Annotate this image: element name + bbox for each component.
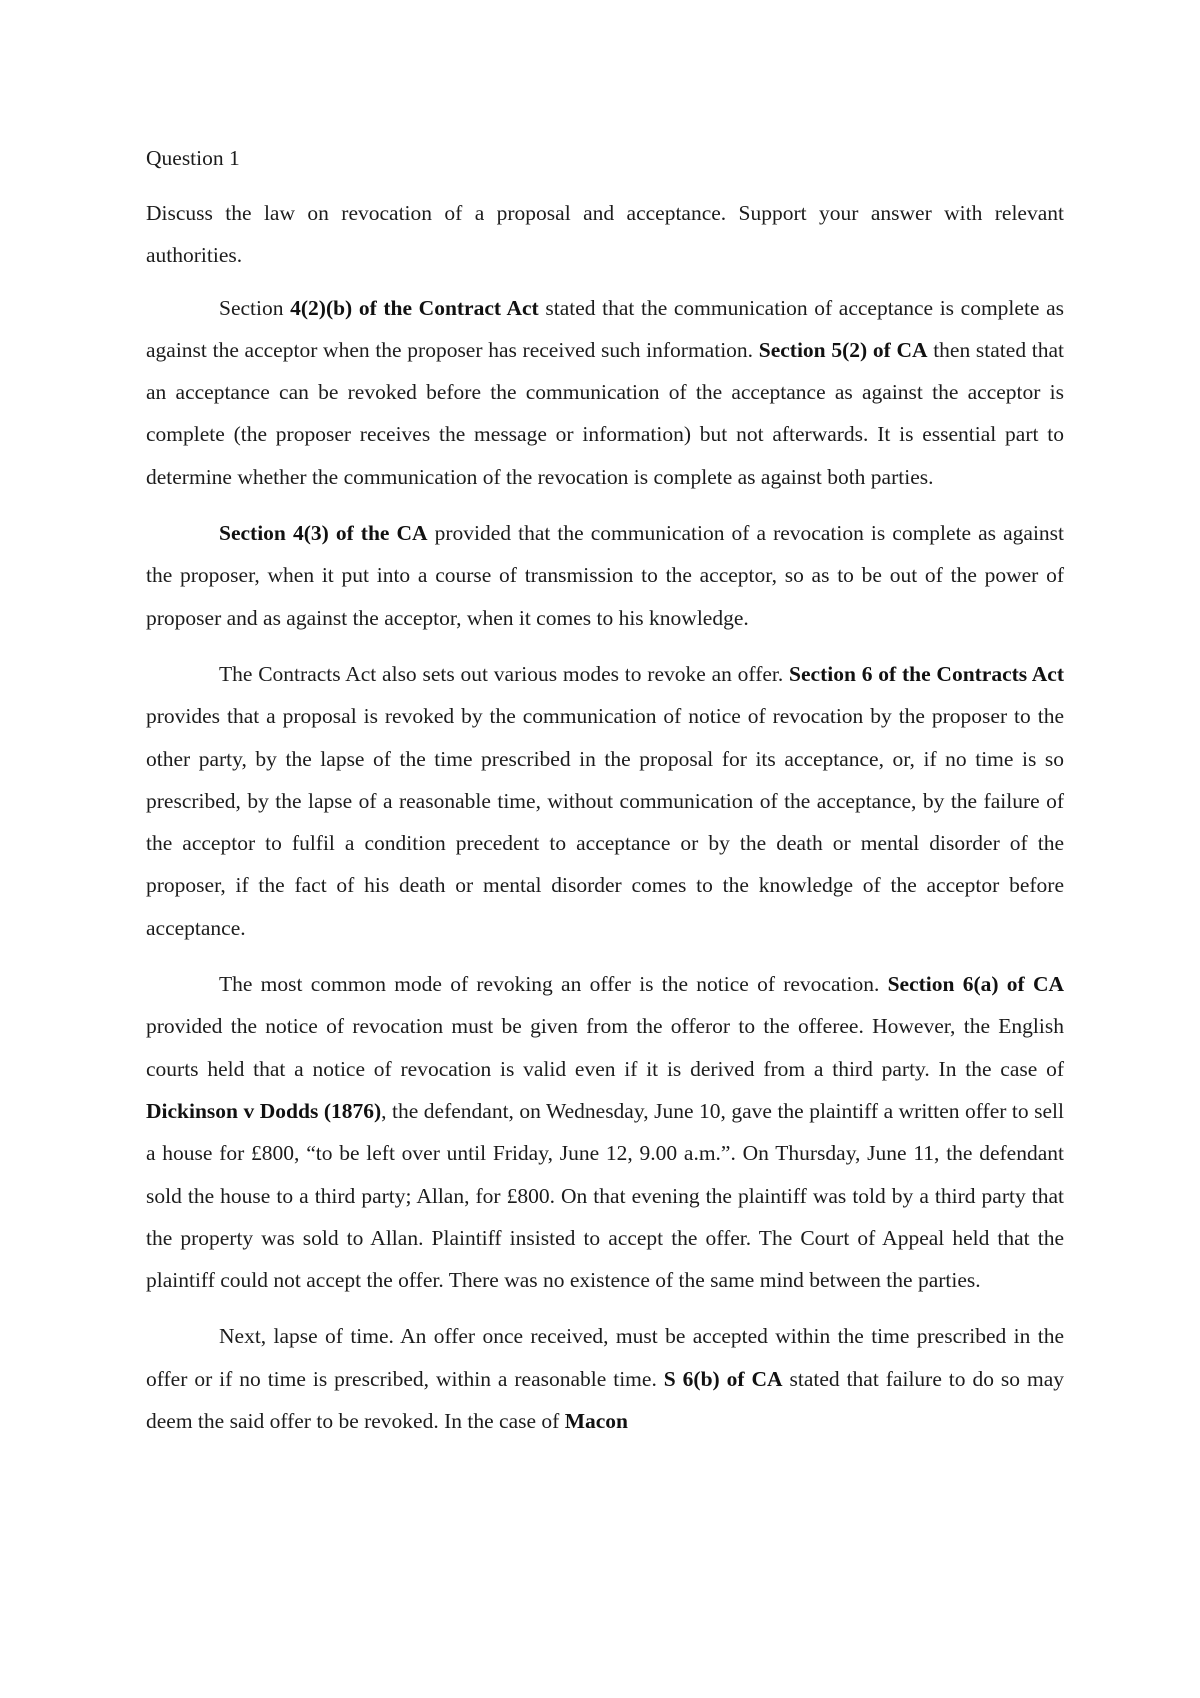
paragraph-text: provides that a proposal is revoked by the communication of notice of revocation by the proposer to the other party, by the lapse of the time prescribed in the proposal for its acceptance, or, if no time is so prescribed, by the lapse of a reasonable time, without communication of the acceptance, by the failure of the acceptor to fulfil a condition precedent to acceptance or by the death or mental disorder of the proposer, if the fact of his death or mental disorder comes to the knowledge of the acceptor before acceptance. [146, 704, 1064, 940]
case-reference: Macon [564, 1409, 628, 1434]
paragraph-text: , the defendant, on Wednesday, June 10, gave the plaintiff a written offer to sell a house for £800, “to be left over until Friday, June 12, 9.00 a.m.”. On Thursday, June 11, the defendant sold the house to a third party; Allan, for £800. On that evening the plaintiff was told by a third party that the property was sold to Allan. Plaintiff insisted to accept the offer. The Court of Appeal held that the plaintiff could not accept the offer. There was no existence of the same mind between the parties. [146, 1098, 1064, 1293]
statute-reference: Section 6 of the Contracts Act [789, 661, 1064, 686]
paragraph-text: then stated that an acceptance can be revoked before the communication of the acceptance as against the acceptor is complete (the proposer receives the message or information) but not afterwards. It is essential part to determine whether the communication of the revocation is complete as against both parties. [146, 337, 1065, 489]
paragraph-text: The most common mode of revoking an offer is the notice of revocation. [219, 972, 888, 997]
case-reference: Dickinson v Dodds (1876) [146, 1098, 382, 1123]
paragraph-text: provided the notice of revocation must be given from the offeror to the offeree. However, the English courts held that a notice of revocation is valid even if it is derived from a third party. In the case of [146, 1014, 1064, 1081]
paragraph-revocation-communication [146, 512, 1064, 639]
paragraph-text: stated that failure to do so may deem the said offer to be revoked. In the case of [146, 1366, 1064, 1434]
paragraph-text: stated that the communication of acceptance is complete as against the acceptor when the proposer has received such information. [146, 295, 1064, 362]
statute-reference: Section 5(2) of CA [758, 337, 928, 362]
paragraph-notice-of-revocation [146, 963, 1064, 1301]
paragraph-text: Section [219, 295, 291, 320]
statute-reference: Section 4(3) of the CA [219, 521, 428, 546]
paragraph-lapse-of-time [146, 1315, 1064, 1442]
statute-reference: 4(2)(b) of the Contract Act [290, 295, 539, 320]
paragraph-text: Next, lapse of time. An offer once received, must be accepted within the time prescribed in the offer or if no time is prescribed, within a reasonable time. [146, 1324, 1064, 1391]
document-body [146, 144, 1064, 1456]
statute-reference: Section 6(a) of CA [887, 972, 1064, 997]
question-heading: Question 1 [146, 146, 240, 170]
statute-reference: S 6(b) of CA [663, 1366, 783, 1391]
paragraph-acceptance-communication [146, 287, 1064, 498]
paragraph-text: provided that the communication of a revocation is complete as against the proposer, when it put into a course of transmission to the acceptor, so as to be out of the power of proposer and as against the acceptor, when it comes to his knowledge. [146, 521, 1065, 630]
paragraph-text: The Contracts Act also sets out various modes to revoke an offer. [219, 661, 790, 686]
question-prompt: Discuss the law on revocation of a proposal and acceptance. Support your answer with relevant authorities. [146, 201, 1064, 268]
paragraph-modes-of-revocation [146, 653, 1064, 949]
